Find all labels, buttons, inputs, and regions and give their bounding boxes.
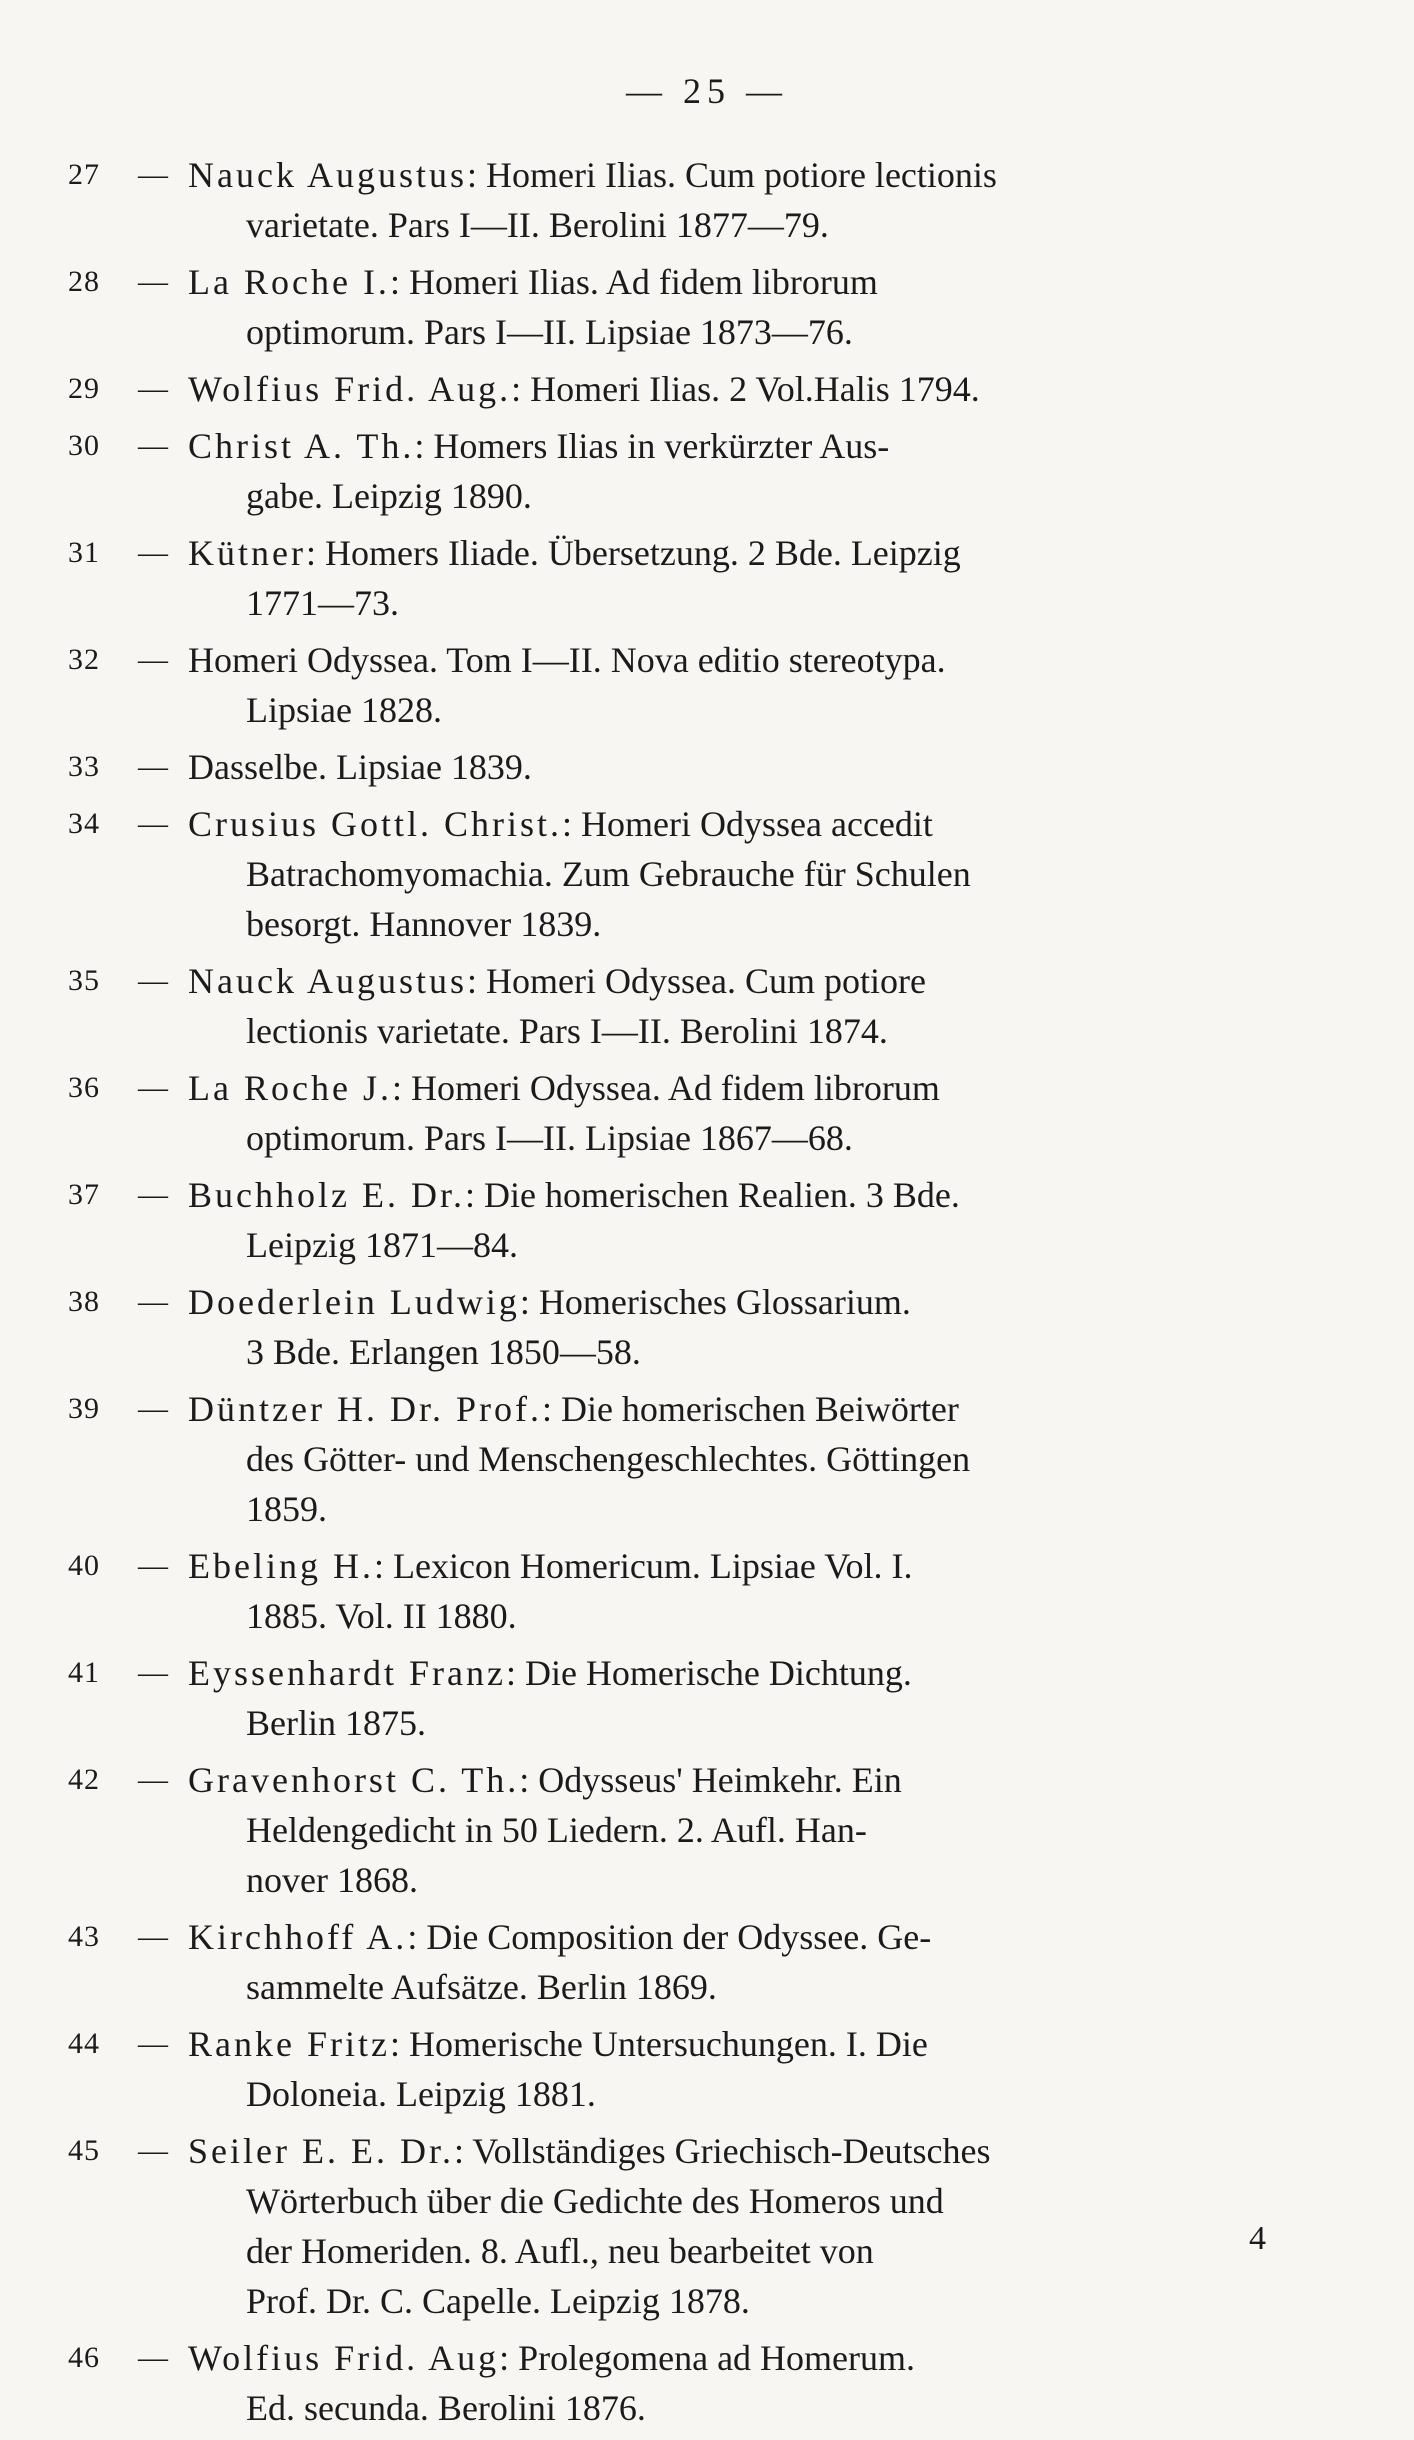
entry-line [188, 1541, 1248, 1591]
entry-author: La Roche J. [188, 1068, 392, 1108]
entry-line-text: Prof. Dr. C. Capelle. Leipzig 1878. [246, 2281, 750, 2321]
entry-line [188, 528, 1248, 578]
entry-number: 42 [68, 1763, 100, 1796]
entry-author: La Roche I. [188, 262, 390, 302]
entry-dash: — [138, 429, 168, 462]
entry-dash: — [138, 536, 168, 569]
entry-line [188, 2019, 1248, 2069]
entry-number: 40 [68, 1549, 100, 1582]
entry-line [188, 2333, 1248, 2383]
entry-line-text: : Homeri Ilias. Ad fidem librorum [389, 262, 878, 302]
entry-text [188, 2333, 1248, 2433]
entry-author: Kirchhoff A. [188, 1917, 408, 1957]
entry-line [188, 1220, 1248, 1270]
entry-text [188, 742, 1248, 792]
entry-dash: — [138, 1392, 168, 1425]
bibliography-entry [68, 742, 1248, 792]
page-number: — 25 — [626, 71, 788, 111]
entry-number: 31 [68, 536, 100, 569]
entry-line [188, 799, 1248, 849]
entry-line-text: optimorum. Pars I—II. Lipsiae 1867—68. [246, 1118, 853, 1158]
entry-number: 36 [68, 1071, 100, 1104]
entry-line [188, 849, 1248, 899]
entry-line [188, 200, 1248, 250]
entry-text [188, 799, 1248, 949]
entry-line-text: Ed. secunda. Berolini 1876. [246, 2388, 646, 2428]
entry-line-text: : Vollständiges Griechisch-Deutsches [453, 2131, 991, 2171]
bibliography-list [68, 150, 1248, 2440]
entry-line [188, 471, 1248, 521]
entry-line-text: Batrachomyomachia. Zum Gebrauche für Schulen [246, 854, 971, 894]
entry-number: 46 [68, 2341, 100, 2374]
entry-dash: — [138, 807, 168, 840]
entry-number: 32 [68, 643, 100, 676]
entry-line [188, 685, 1248, 735]
entry-number: 45 [68, 2134, 100, 2167]
bibliography-entry [68, 1277, 1248, 1377]
bibliography-entry [68, 1384, 1248, 1534]
bibliography-entry [68, 1170, 1248, 1270]
entry-line [188, 421, 1248, 471]
entry-line [188, 1912, 1248, 1962]
entry-dash: — [138, 1763, 168, 1796]
entry-number: 28 [68, 265, 100, 298]
entry-text [188, 150, 1248, 250]
entry-line-text: besorgt. Hannover 1839. [246, 904, 602, 944]
entry-line-text: : Homerische Untersuchungen. I. Die [389, 2024, 928, 2064]
entry-line [188, 1327, 1248, 1377]
entry-line [188, 2069, 1248, 2119]
entry-author: Buchholz E. Dr. [188, 1175, 465, 1215]
entry-line-text: lectionis varietate. Pars I—II. Berolini 1874. [246, 1011, 888, 1051]
entry-text [188, 635, 1248, 735]
entry-line-text: 1885. Vol. II 1880. [246, 1596, 517, 1636]
entry-line [188, 1063, 1248, 1113]
bibliography-entry [68, 257, 1248, 357]
entry-line [188, 578, 1248, 628]
bibliography-entry [68, 799, 1248, 949]
entry-number: 44 [68, 2027, 100, 2060]
entry-line [188, 1484, 1248, 1534]
entry-dash: — [138, 750, 168, 783]
entry-line-text: : Homeri Ilias. Cum potiore lectionis [467, 155, 997, 195]
entry-dash: — [138, 1178, 168, 1211]
entry-line-text: : Die Composition der Odyssee. Ge- [407, 1917, 932, 1957]
entry-line-text: : Homers Iliade. Übersetzung. 2 Bde. Leipzig [305, 533, 961, 573]
bibliography-entry [68, 150, 1248, 250]
entry-number: 35 [68, 964, 100, 997]
entry-text [188, 257, 1248, 357]
entry-line-text: : Prolegomena ad Homerum. [499, 2338, 916, 2378]
bibliography-entry [68, 1912, 1248, 2012]
entry-line [188, 742, 1248, 792]
entry-line-text: nover 1868. [246, 1860, 418, 1900]
entry-line [188, 1805, 1248, 1855]
entry-line-text: : Homeri Odyssea. Ad fidem librorum [391, 1068, 940, 1108]
entry-number: 29 [68, 372, 100, 405]
entry-line-text: des Götter- und Menschengeschlechtes. Göttingen [246, 1439, 971, 1479]
entry-line-text: 1771—73. [246, 583, 399, 623]
entry-line [188, 307, 1248, 357]
entry-author: Nauck Augustus [188, 961, 467, 1001]
entry-author: Eyssenhardt Franz [188, 1653, 506, 1693]
bibliography-entry [68, 1541, 1248, 1641]
entry-author: Kütner [188, 533, 306, 573]
entry-line [188, 2126, 1248, 2176]
entry-text [188, 956, 1248, 1056]
entry-dash: — [138, 1656, 168, 1689]
entry-line-text: Lipsiae 1828. [246, 690, 442, 730]
entry-line [188, 2176, 1248, 2226]
entry-author: Crusius Gottl. Christ. [188, 804, 563, 844]
entry-text [188, 2019, 1248, 2119]
entry-number: 41 [68, 1656, 100, 1689]
entry-line [188, 1170, 1248, 1220]
entry-dash: — [138, 2134, 168, 2167]
entry-author: Gravenhorst C. Th. [188, 1760, 520, 1800]
entry-line-text: gabe. Leipzig 1890. [246, 476, 532, 516]
entry-author: Ranke Fritz [188, 2024, 390, 2064]
entry-line-text: Heldengedicht in 50 Liedern. 2. Aufl. Han- [246, 1810, 867, 1850]
bibliography-entry [68, 364, 1248, 414]
entry-line [188, 1434, 1248, 1484]
bibliography-entry [68, 2019, 1248, 2119]
entry-number: 39 [68, 1392, 100, 1425]
entry-number: 38 [68, 1285, 100, 1318]
entry-text [188, 1912, 1248, 2012]
entry-line [188, 1113, 1248, 1163]
entry-dash: — [138, 2341, 168, 2374]
entry-number: 27 [68, 158, 100, 191]
entry-text [188, 1541, 1248, 1641]
entry-author: Seiler E. E. Dr. [188, 2131, 454, 2171]
entry-author: Wolfius Frid. Aug [188, 2338, 500, 2378]
bibliography-entry [68, 1648, 1248, 1748]
entry-number: 30 [68, 429, 100, 462]
entry-line-text: : Homeri Odyssea. Cum potiore [467, 961, 926, 1001]
entry-line-text: sammelte Aufsätze. Berlin 1869. [246, 1967, 717, 2007]
entry-dash: — [138, 1549, 168, 1582]
entry-dash: — [138, 964, 168, 997]
entry-dash: — [138, 1920, 168, 1953]
entry-number: 43 [68, 1920, 100, 1953]
entry-author: Ebeling H. [188, 1546, 374, 1586]
entry-line [188, 1962, 1248, 2012]
entry-author: Wolfius Frid. Aug. [188, 369, 512, 409]
entry-line [188, 2383, 1248, 2433]
entry-text [188, 2126, 1248, 2326]
entry-dash: — [138, 1285, 168, 1318]
entry-text [188, 1277, 1248, 1377]
entry-line-text: varietate. Pars I—II. Berolini 1877—79. [246, 205, 829, 245]
entry-text [188, 1063, 1248, 1163]
entry-number: 37 [68, 1178, 100, 1211]
entry-author: Nauck Augustus [188, 155, 467, 195]
entry-text [188, 1170, 1248, 1270]
entry-dash: — [138, 372, 168, 405]
entry-number: 34 [68, 807, 100, 840]
entry-dash: — [138, 1071, 168, 1104]
entry-author: Christ A. Th. [188, 426, 415, 466]
entry-line-text: : Homers Ilias in verkürzter Aus- [414, 426, 890, 466]
entry-line-text: Dasselbe. Lipsiae 1839. [188, 747, 532, 787]
entry-line-text: : Homerisches Glossarium. [519, 1282, 911, 1322]
printer-signature-mark: 4 [1249, 2220, 1266, 2257]
entry-line [188, 150, 1248, 200]
entry-line-text: der Homeriden. 8. Aufl., neu bearbeitet von [246, 2231, 874, 2271]
entry-line-text: optimorum. Pars I—II. Lipsiae 1873—76. [246, 312, 853, 352]
entry-text [188, 364, 1248, 414]
bibliography-entry [68, 2333, 1248, 2433]
entry-dash: — [138, 2027, 168, 2060]
entry-line [188, 1648, 1248, 1698]
entry-line [188, 1755, 1248, 1805]
entry-text [188, 421, 1248, 521]
bibliography-entry [68, 1755, 1248, 1905]
entry-line [188, 1855, 1248, 1905]
entry-line [188, 1384, 1248, 1434]
entry-text [188, 1648, 1248, 1748]
entry-line [188, 899, 1248, 949]
entry-line-text: Leipzig 1871—84. [246, 1225, 518, 1265]
entry-dash: — [138, 265, 168, 298]
entry-line-text: : Die homerischen Realien. 3 Bde. [464, 1175, 960, 1215]
entry-line-text: : Homeri Ilias. 2 Vol.Halis 1794. [511, 369, 980, 409]
entry-line [188, 1698, 1248, 1748]
entry-line [188, 364, 1248, 414]
entry-line [188, 1006, 1248, 1056]
entry-line [188, 956, 1248, 1006]
entry-author: Doederlein Ludwig [188, 1282, 520, 1322]
entry-line-text: : Die Homerische Dichtung. [505, 1653, 912, 1693]
bibliography-entry [68, 421, 1248, 521]
bibliography-entry [68, 2126, 1248, 2326]
entry-line-text: Doloneia. Leipzig 1881. [246, 2074, 596, 2114]
bibliography-entry [68, 1063, 1248, 1163]
entry-line [188, 635, 1248, 685]
bibliography-entry [68, 528, 1248, 628]
entry-text [188, 1384, 1248, 1534]
entry-number: 33 [68, 750, 100, 783]
entry-text [188, 528, 1248, 628]
bibliography-entry [68, 635, 1248, 735]
entry-line-text: Berlin 1875. [246, 1703, 426, 1743]
entry-line-text: : Homeri Odyssea accedit [562, 804, 933, 844]
entry-dash: — [138, 643, 168, 676]
entry-author: Düntzer H. Dr. Prof. [188, 1389, 542, 1429]
entry-line [188, 2226, 1248, 2276]
entry-text [188, 1755, 1248, 1905]
entry-line [188, 1591, 1248, 1641]
entry-line-text: 1859. [246, 1489, 327, 1529]
entry-line [188, 257, 1248, 307]
entry-line-text: 3 Bde. Erlangen 1850—58. [246, 1332, 641, 1372]
entry-dash: — [138, 158, 168, 191]
entry-line-text: Wörterbuch über die Gedichte des Homeros und [246, 2181, 944, 2221]
entry-line [188, 1277, 1248, 1327]
entry-line-text: Homeri Odyssea. Tom I—II. Nova editio stereotypa. [188, 640, 946, 680]
entry-line [188, 2276, 1248, 2326]
entry-line-text: : Die homerischen Beiwörter [541, 1389, 959, 1429]
bibliography-entry [68, 956, 1248, 1056]
entry-line-text: : Odysseus' Heimkehr. Ein [519, 1760, 902, 1800]
entry-line-text: : Lexicon Homericum. Lipsiae Vol. I. [373, 1546, 913, 1586]
